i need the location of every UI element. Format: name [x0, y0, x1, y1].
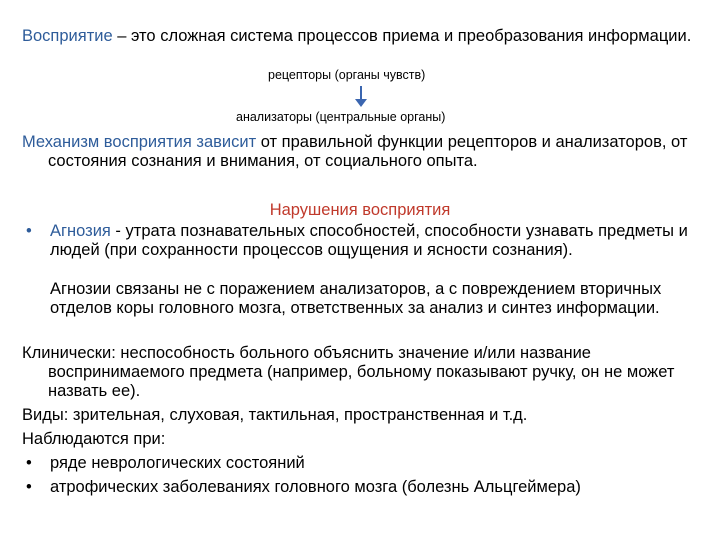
mechanism-verb: зависит — [191, 133, 257, 151]
agnosia-bullet-icon: • — [26, 222, 32, 240]
observed-heading: Наблюдаются при: — [22, 430, 166, 448]
mechanism-paragraph — [22, 133, 720, 171]
observed-item-2-bullet-icon: • — [26, 478, 32, 496]
diagram-top-label: рецепторы (органы чувств) — [268, 68, 426, 82]
observed-item-1 — [26, 454, 720, 473]
observed-item-1-text: ряде неврологических состояний — [50, 454, 305, 472]
diagram-arrow-down-icon — [355, 99, 367, 107]
observed-item-1-bullet-icon: • — [26, 454, 32, 472]
agnosia-term: Агнозия — [50, 222, 111, 240]
agnosia-bullet — [26, 222, 720, 260]
clinical-paragraph: Клинически: неспособность больного объяснить значение и/или название воспринимаемого предмета (например, больному показывают ручку, он не может назвать ее). — [22, 344, 675, 400]
observed-item-2-text: атрофических заболеваниях головного мозга (болезнь Альцгеймера) — [50, 478, 581, 496]
mechanism-term: Механизм восприятия — [22, 133, 192, 151]
definition-paragraph — [22, 27, 720, 46]
section-title: Нарушения восприятия — [269, 201, 451, 219]
agnosia-text: - утрата познавательных способностей, способности узнавать предметы и людей (при сохранности процессов ощущения и ясности сознания). — [50, 222, 688, 259]
observed-item-2 — [26, 478, 720, 497]
definition-term: Восприятие — [22, 27, 113, 45]
mechanism-text: от правильной функции рецепторов и анализаторов, от состояния сознания и внимания, от социального опыта. — [48, 133, 688, 170]
definition-text: – это сложная система процессов приема и преобразования информации. — [112, 27, 692, 45]
agnosia-note: Агнозии связаны не с поражением анализаторов, а с повреждением вторичных отделов коры головного мозга, ответственных за анализ и синтез информации. — [50, 280, 662, 317]
types-paragraph: Виды: зрительная, слуховая, тактильная, пространственная и т.д. — [22, 406, 528, 424]
diagram-bottom-label: анализаторы (центральные органы) — [236, 110, 446, 124]
